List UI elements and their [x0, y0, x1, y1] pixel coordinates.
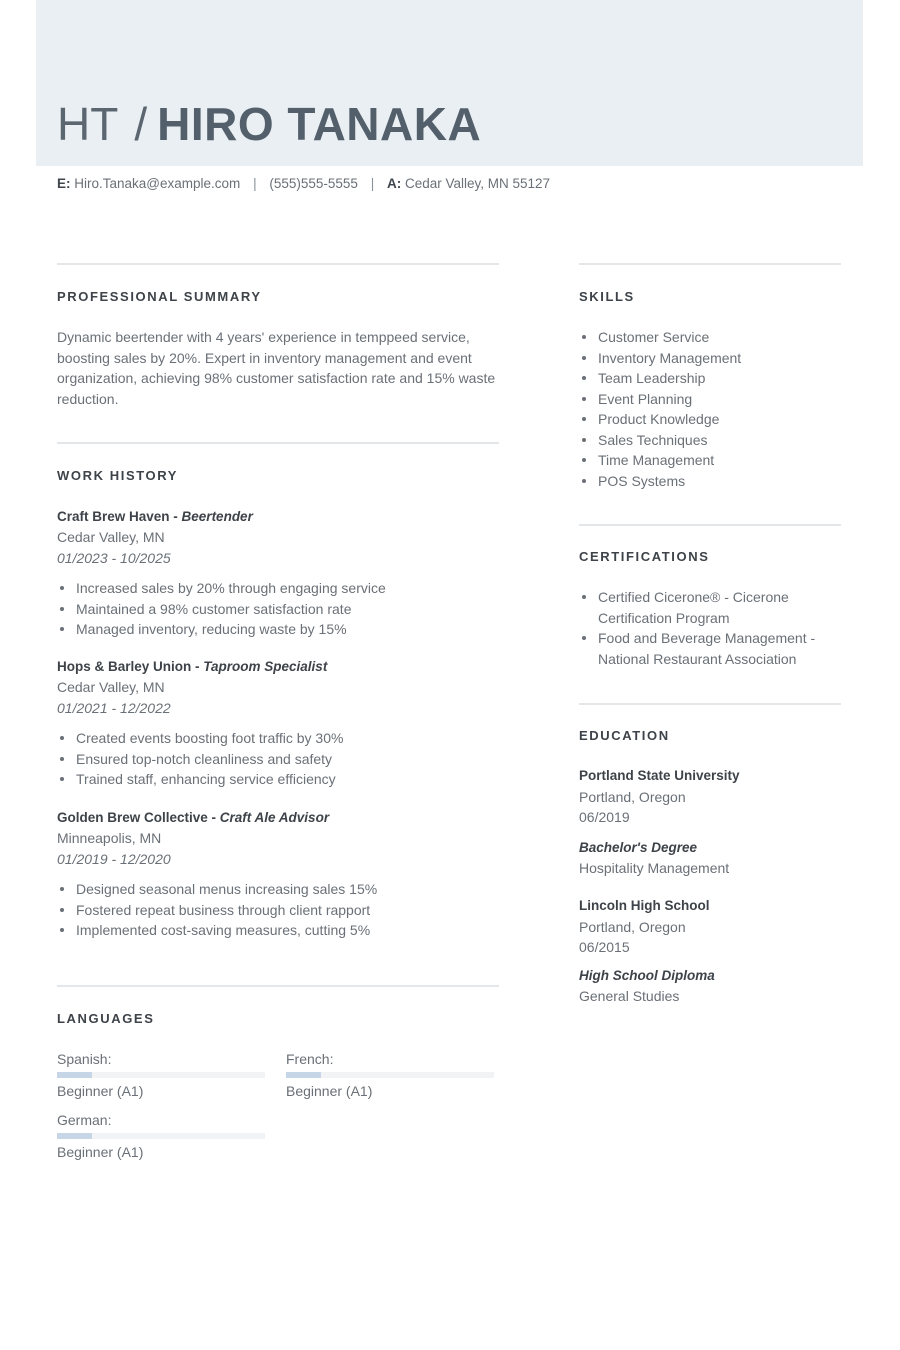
- contact-divider: |: [370, 176, 375, 191]
- email-label: E:: [57, 176, 71, 191]
- language-name: French:: [286, 1051, 334, 1067]
- job-title: [57, 657, 497, 677]
- list-item: Implemented cost-saving measures, cutting 5%: [57, 920, 497, 941]
- address-label: A:: [386, 176, 402, 191]
- job-entry: [57, 507, 497, 640]
- email-address[interactable]: Hiro.Tanaka@example.com: [74, 176, 241, 191]
- list-item: Food and Beverage Management - National Restaurant Association: [579, 628, 841, 669]
- list-item: Designed seasonal menus increasing sales 15%: [57, 879, 497, 900]
- proficiency-fill: [57, 1072, 92, 1078]
- skills-heading: SKILLS: [579, 289, 635, 304]
- list-item: Team Leadership: [579, 368, 841, 389]
- list-item: Certified Cicerone® - Cicerone Certification Program: [579, 587, 841, 628]
- job-role: Craft Ale Advisor: [219, 810, 330, 825]
- graduation-date: 06/2015: [579, 939, 630, 955]
- job-role: Beertender: [181, 509, 253, 524]
- list-item: Customer Service: [579, 327, 841, 348]
- list-item: Time Management: [579, 450, 841, 471]
- section-divider: [57, 985, 499, 987]
- job-dash: -: [207, 810, 220, 825]
- education-entry: [579, 766, 849, 879]
- school-location: Portland, Oregon: [579, 918, 686, 935]
- language-name: German:: [57, 1112, 112, 1128]
- degree-field: Hospitality Management: [579, 860, 730, 876]
- list-item: Maintained a 98% customer satisfaction rate: [57, 599, 497, 620]
- language-level: Beginner (A1): [286, 1083, 373, 1099]
- job-location: Cedar Valley, MN: [57, 679, 165, 695]
- section-divider: [579, 703, 841, 705]
- school-location: Portland, Oregon: [579, 788, 686, 805]
- list-item: POS Systems: [579, 471, 841, 492]
- section-divider: [57, 442, 499, 444]
- job-dash: -: [191, 659, 204, 674]
- language-name: Spanish:: [57, 1051, 112, 1067]
- job-dash: -: [169, 509, 182, 524]
- language-item: [57, 1110, 265, 1162]
- job-dates: 01/2023 - 10/2025: [57, 549, 171, 566]
- summary-text: Dynamic beertender with 4 years' experience in temppeed service, boosting sales by 20%. Expert in inventory management and event organization, achieving 98% customer satisfaction rate and 15% waste reduction.: [57, 329, 496, 407]
- list-item: Trained staff, enhancing service efficiency: [57, 769, 497, 790]
- address: Cedar Valley, MN 55127: [404, 176, 551, 191]
- list-item: Increased sales by 20% through engaging service: [57, 578, 497, 599]
- job-location: Minneapolis, MN: [57, 830, 162, 846]
- languages-heading: LANGUAGES: [57, 1011, 155, 1026]
- list-item: Created events boosting foot traffic by 30%: [57, 728, 497, 749]
- job-company: Golden Brew Collective: [57, 810, 208, 825]
- list-item: Ensured top-notch cleanliness and safety: [57, 749, 497, 770]
- list-item: Managed inventory, reducing waste by 15%: [57, 619, 497, 640]
- proficiency-fill: [57, 1133, 92, 1139]
- certifications-list: [579, 587, 841, 669]
- list-item: Event Planning: [579, 389, 841, 410]
- education-entry: [579, 896, 849, 1007]
- proficiency-bar: [57, 1133, 265, 1139]
- certifications-heading: CERTIFICATIONS: [579, 549, 710, 564]
- school-name: Lincoln High School: [579, 898, 710, 913]
- proficiency-bar: [57, 1072, 265, 1078]
- language-level: Beginner (A1): [57, 1144, 144, 1160]
- job-bullets: [57, 879, 497, 941]
- job-entry: [57, 657, 497, 790]
- job-bullets: [57, 728, 497, 790]
- list-item: Product Knowledge: [579, 409, 841, 430]
- skills-list: [579, 327, 841, 491]
- list-item: Inventory Management: [579, 348, 841, 369]
- section-divider: [579, 524, 841, 526]
- proficiency-fill: [286, 1072, 321, 1078]
- degree-field: General Studies: [579, 988, 680, 1004]
- contact-divider: |: [253, 176, 257, 191]
- list-item: Sales Techniques: [579, 430, 841, 451]
- proficiency-bar: [286, 1072, 494, 1078]
- graduation-date: 06/2019: [579, 809, 630, 825]
- language-item: [286, 1049, 494, 1101]
- list-item: Fostered repeat business through client rapport: [57, 900, 497, 921]
- name-separator: /: [134, 98, 148, 150]
- education-heading: EDUCATION: [579, 728, 670, 743]
- job-company: Hops & Barley Union: [57, 659, 192, 674]
- monogram-initials: HT: [57, 98, 119, 150]
- name-heading: [57, 96, 481, 152]
- section-divider: [57, 263, 499, 265]
- section-divider: [579, 263, 841, 265]
- degree-name: High School Diploma: [579, 967, 715, 983]
- language-item: [57, 1049, 265, 1101]
- job-title: [57, 808, 497, 828]
- job-bullets: [57, 578, 497, 640]
- job-company: Craft Brew Haven: [57, 509, 170, 524]
- degree-name: Bachelor's Degree: [579, 839, 698, 855]
- work-history-heading: WORK HISTORY: [57, 468, 179, 483]
- job-entry: [57, 808, 497, 941]
- job-role: Taproom Specialist: [203, 659, 328, 674]
- full-name: HIRO TANAKA: [157, 98, 482, 150]
- school-name: Portland State University: [579, 768, 740, 783]
- job-location: Cedar Valley, MN: [57, 529, 165, 545]
- phone-number[interactable]: (555)555-5555: [269, 176, 358, 191]
- job-dates: 01/2021 - 12/2022: [57, 699, 171, 716]
- language-level: Beginner (A1): [57, 1083, 144, 1099]
- job-title: [57, 507, 497, 527]
- contact-line: [57, 176, 550, 191]
- job-dates: 01/2019 - 12/2020: [57, 850, 171, 867]
- summary-heading: PROFESSIONAL SUMMARY: [57, 289, 262, 304]
